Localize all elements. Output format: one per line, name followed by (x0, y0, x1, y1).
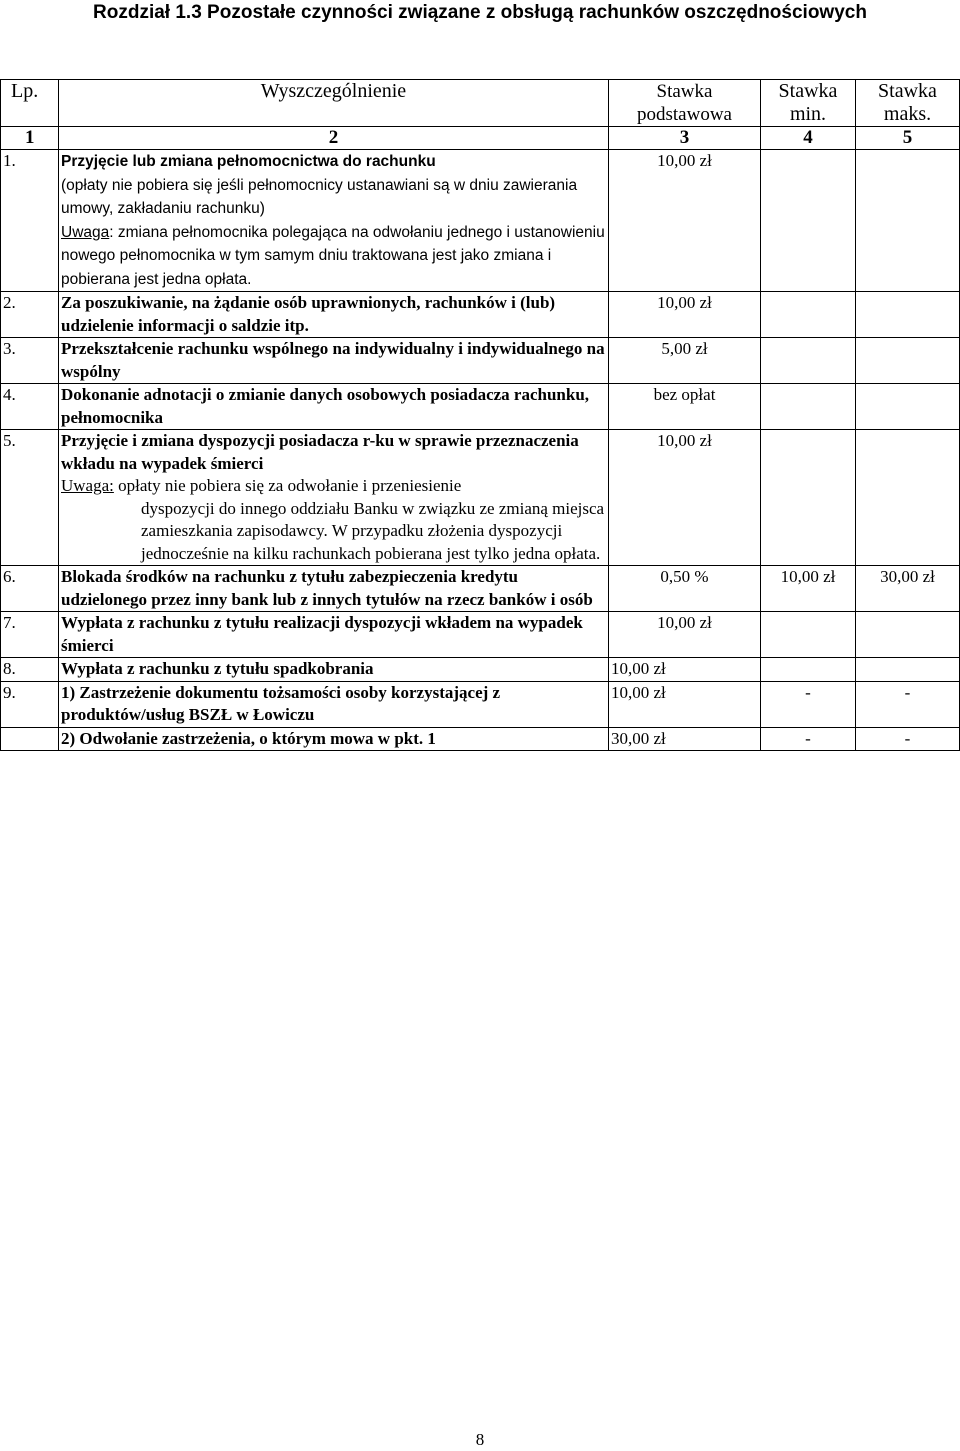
table-row (1, 658, 960, 682)
row-min-rate: - (761, 681, 856, 727)
uwaga-continuation: dyspozycji do innego oddziału Banku w związku ze zmianą miejsca zamieszkania zapisodawcy. W przypadku złożenia dyspozycji jednocześnie na kilku rachunkach pobierana jest tylko jedna opłata. (141, 498, 605, 563)
section-heading: Rozdział 1.3 Pozostałe czynności związane z obsługą rachunków oszczędnościowych (93, 2, 867, 23)
column-number-row (1, 127, 960, 150)
row-title: Przyjęcie i zmiana dyspozycji posiadacza r-ku w sprawie przeznaczenia wkładu na wypadek śmierci (61, 431, 579, 473)
uwaga-label: Uwaga (61, 223, 110, 241)
row-note: (opłaty nie pobiera się jeśli pełnomocnicy ustanawiani są w dniu zawierania umowy, zakładaniu rachunku) (61, 176, 578, 217)
page-number: 8 (475, 1430, 485, 1449)
row-number: 3. (1, 338, 59, 384)
row-min-rate (761, 292, 856, 338)
uwaga-text: opłaty nie pobiera się za odwołanie i przeniesienie (113, 476, 462, 495)
row-max-rate (856, 338, 960, 384)
row-number: 6. (1, 566, 59, 612)
table-row (1, 338, 960, 384)
row-number (1, 727, 59, 751)
table-row (1, 384, 960, 430)
row-number: 8. (1, 658, 59, 682)
row-max-rate (856, 150, 960, 292)
uwaga-text: : zmiana pełnomocnika polegająca na odwołaniu jednego i ustanowieniu nowego pełnomocnika w tym samym dniu traktowana jest jako zmiana i pobierana jest jedna opłata. (61, 223, 605, 288)
row-number: 4. (1, 384, 59, 430)
row-base-rate: 10,00 zł (609, 681, 761, 727)
header-lp: Lp. (1, 80, 59, 127)
row-max-rate (856, 658, 960, 682)
header-max-rate (856, 80, 960, 127)
table-header-row (1, 80, 960, 127)
row-base-rate: 10,00 zł (609, 658, 761, 682)
row-description (59, 150, 609, 292)
header-base-line1: Stawka (656, 81, 713, 102)
row-number: 1. (1, 150, 59, 292)
row-number: 9. (1, 681, 59, 727)
row-min-rate (761, 338, 856, 384)
row-max-rate (856, 384, 960, 430)
table-row (1, 566, 960, 612)
row-base-rate: 10,00 zł (609, 292, 761, 338)
header-base-rate (609, 80, 761, 127)
row-base-rate: 5,00 zł (609, 338, 761, 384)
header-max-line2: maks. (883, 103, 932, 125)
row-min-rate (761, 430, 856, 566)
row-description: Wypłata z rachunku z tytułu realizacji dyspozycji wkładem na wypadek śmierci (59, 612, 609, 658)
row-description: Blokada środków na rachunku z tytułu zabezpieczenia kredytu udzielonego przez inny bank lub z innych tytułów na rzecz banków i osób (59, 566, 609, 612)
row-description: 1) Zastrzeżenie dokumentu tożsamości osoby korzystającej z produktów/usług BSZŁ w Łowiczu (59, 681, 609, 727)
column-number: 5 (856, 127, 960, 150)
row-max-rate (856, 292, 960, 338)
header-min-line1: Stawka (778, 80, 838, 102)
row-min-rate (761, 384, 856, 430)
row-max-rate: - (856, 727, 960, 751)
row-min-rate: 10,00 zł (761, 566, 856, 612)
table-row (1, 150, 960, 292)
header-description: Wyszczególnienie (59, 80, 609, 127)
row-number: 7. (1, 612, 59, 658)
table-row (1, 681, 960, 727)
table-row (1, 292, 960, 338)
row-description: Za poszukiwanie, na żądanie osób uprawnionych, rachunków i (lub) udzielenie informacji o saldzie itp. (59, 292, 609, 338)
row-description (59, 430, 609, 566)
row-base-rate: 10,00 zł (609, 612, 761, 658)
row-base-rate: 30,00 zł (609, 727, 761, 751)
header-max-line1: Stawka (878, 80, 937, 102)
row-max-rate (856, 430, 960, 566)
fees-table (0, 79, 960, 751)
row-description: Przekształcenie rachunku wspólnego na indywidualny i indywidualnego na wspólny (59, 338, 609, 384)
column-number: 3 (609, 127, 761, 150)
row-number: 5. (1, 430, 59, 566)
column-number: 2 (59, 127, 609, 150)
uwaga-label: Uwaga: (61, 476, 114, 495)
row-base-rate: 0,50 % (609, 566, 761, 612)
header-min-rate (761, 80, 856, 127)
column-number: 4 (761, 127, 856, 150)
row-min-rate (761, 658, 856, 682)
table-row (1, 430, 960, 566)
row-title: Przyjęcie lub zmiana pełnomocnictwa do rachunku (61, 153, 436, 170)
row-description: Dokonanie adnotacji o zmianie danych osobowych posiadacza rachunku, pełnomocnika (59, 384, 609, 430)
table-row (1, 612, 960, 658)
row-base-rate: bez opłat (609, 384, 761, 430)
header-min-line2: min. (789, 103, 827, 125)
row-description: Wypłata z rachunku z tytułu spadkobrania (59, 658, 609, 682)
row-max-rate: 30,00 zł (856, 566, 960, 612)
row-max-rate (856, 612, 960, 658)
row-description: 2) Odwołanie zastrzeżenia, o którym mowa w pkt. 1 (59, 727, 609, 751)
row-base-rate: 10,00 zł (609, 430, 761, 566)
row-min-rate (761, 150, 856, 292)
table-row (1, 727, 960, 751)
column-number: 1 (1, 127, 59, 150)
row-base-rate: 10,00 zł (609, 150, 761, 292)
header-base-line2: podstawowa (637, 104, 732, 125)
row-min-rate (761, 612, 856, 658)
row-number: 2. (1, 292, 59, 338)
row-min-rate: - (761, 727, 856, 751)
row-max-rate: - (856, 681, 960, 727)
